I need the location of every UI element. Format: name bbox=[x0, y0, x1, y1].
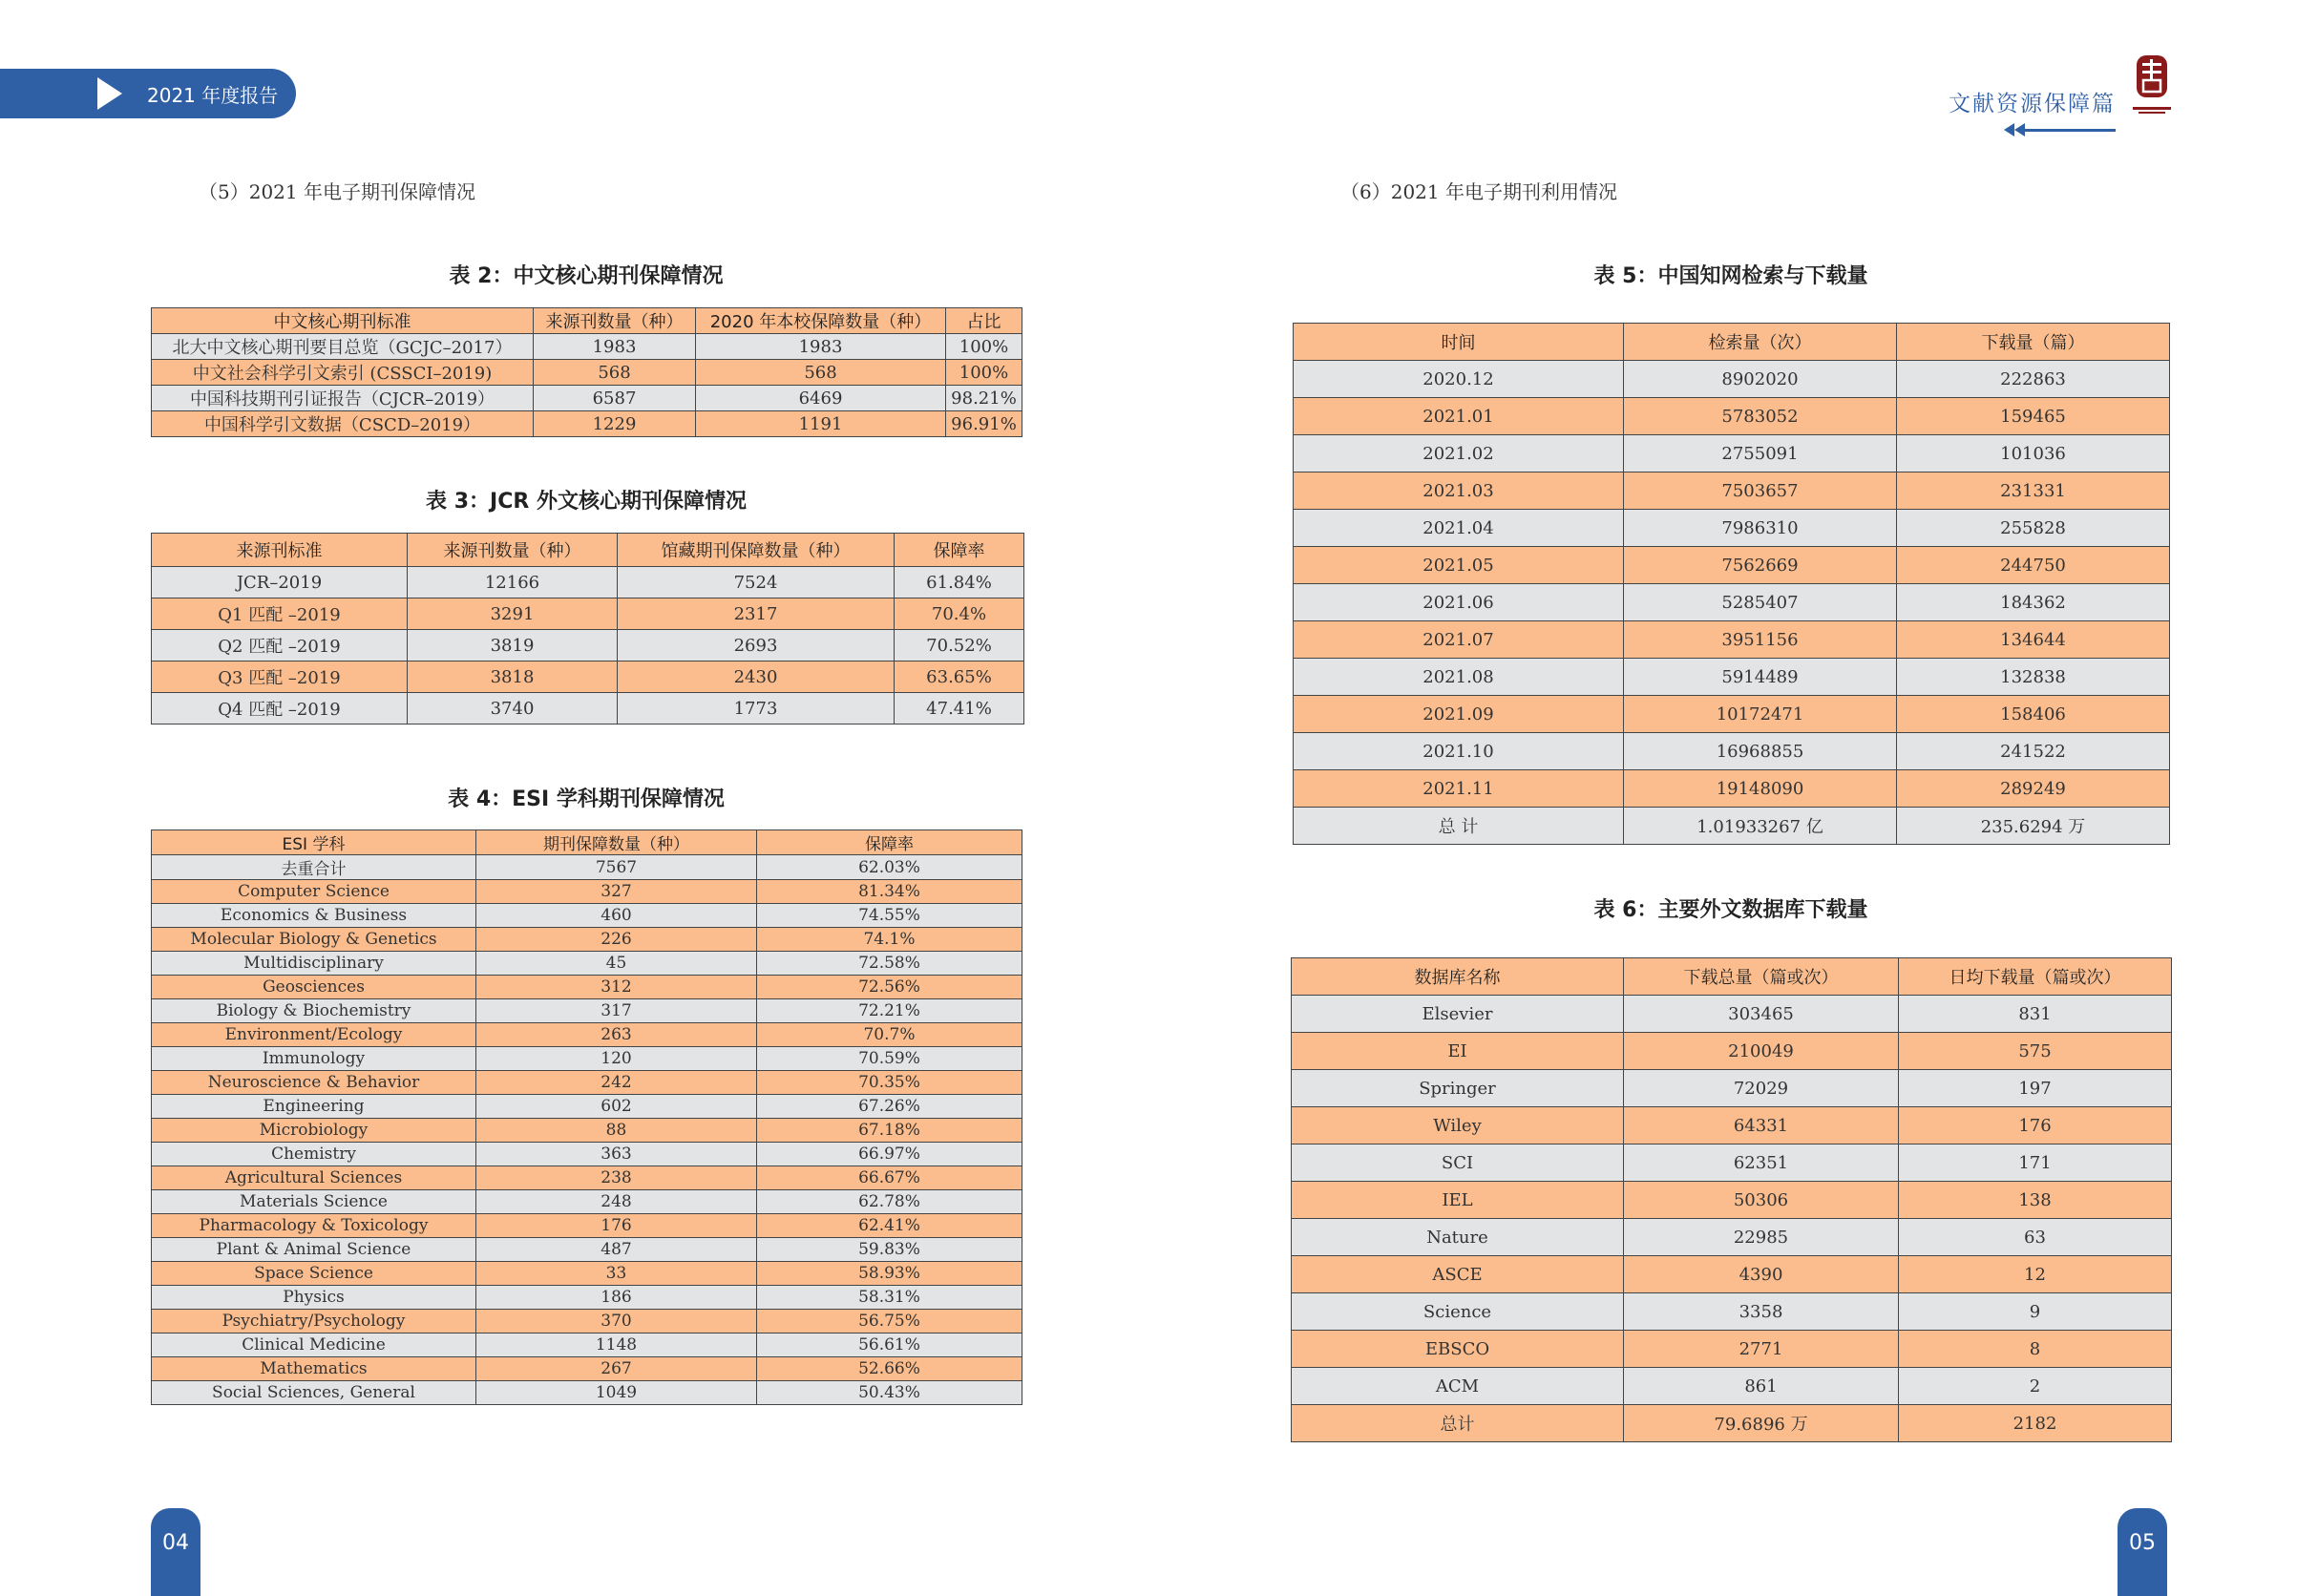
table-cell: 176 bbox=[476, 1214, 757, 1238]
table-cell: 70.59% bbox=[757, 1047, 1022, 1071]
table-cell: 134644 bbox=[1897, 621, 2170, 659]
table-cell: 5914489 bbox=[1624, 659, 1897, 696]
table-cell: 58.31% bbox=[757, 1286, 1022, 1310]
table-cell: 158406 bbox=[1897, 696, 2170, 733]
table-row bbox=[152, 386, 1022, 411]
table-cell: Materials Science bbox=[152, 1190, 476, 1214]
table-cell: 226 bbox=[476, 928, 757, 952]
table-cell: 238 bbox=[476, 1166, 757, 1190]
table-cell: Multidisciplinary bbox=[152, 952, 476, 976]
table-header-row bbox=[1294, 324, 2170, 361]
table-row bbox=[152, 1310, 1022, 1334]
table-cell: 北大中文核心期刊要目总览（GCJC–2017） bbox=[152, 334, 534, 360]
table-row bbox=[1292, 1256, 2172, 1293]
table-cell: 2021.05 bbox=[1294, 547, 1624, 584]
table-cell: Plant & Animal Science bbox=[152, 1238, 476, 1262]
table-cell: Physics bbox=[152, 1286, 476, 1310]
table-row bbox=[1294, 510, 2170, 547]
table-row bbox=[152, 1214, 1022, 1238]
table-cell: 1983 bbox=[696, 334, 946, 360]
table-row bbox=[1294, 398, 2170, 435]
table-header-row bbox=[1292, 958, 2172, 996]
table-cell: 3740 bbox=[408, 693, 618, 724]
table-cell: IEL bbox=[1292, 1182, 1624, 1219]
table-cell: 235.6294 万 bbox=[1897, 808, 2170, 845]
page-number-right: 05 bbox=[2118, 1508, 2167, 1596]
table-row bbox=[1294, 435, 2170, 472]
table-cell: Economics & Business bbox=[152, 904, 476, 928]
table-cell: 50.43% bbox=[757, 1381, 1022, 1405]
table-row bbox=[1294, 584, 2170, 621]
table-row bbox=[152, 360, 1022, 386]
table-row bbox=[1292, 1293, 2172, 1331]
table-cell: 72029 bbox=[1624, 1070, 1899, 1107]
back-arrow-icon bbox=[1949, 123, 2116, 136]
table-cell: 63.65% bbox=[895, 662, 1024, 693]
play-arrow-icon bbox=[97, 77, 122, 110]
table-cell: 88 bbox=[476, 1119, 757, 1143]
table-row bbox=[1292, 1070, 2172, 1107]
table-cell: 831 bbox=[1899, 996, 2172, 1033]
table-cell: 56.61% bbox=[757, 1334, 1022, 1357]
table-cell: JCR–2019 bbox=[152, 567, 408, 598]
table-cell: 210049 bbox=[1624, 1033, 1899, 1070]
table-cell: 74.55% bbox=[757, 904, 1022, 928]
table-cell: 197 bbox=[1899, 1070, 2172, 1107]
table-cell: 1229 bbox=[534, 411, 696, 437]
table-row bbox=[1294, 808, 2170, 845]
table-cell: 159465 bbox=[1897, 398, 2170, 435]
table-cell: 58.93% bbox=[757, 1262, 1022, 1286]
column-header: 期刊保障数量（种） bbox=[476, 830, 757, 855]
table-cell: 2021.04 bbox=[1294, 510, 1624, 547]
table-cell: 267 bbox=[476, 1357, 757, 1381]
table-cell: 575 bbox=[1899, 1033, 2172, 1070]
table-cell: 255828 bbox=[1897, 510, 2170, 547]
table-cell: Mathematics bbox=[152, 1357, 476, 1381]
table-cell: 176 bbox=[1899, 1107, 2172, 1144]
table-row bbox=[152, 1119, 1022, 1143]
table-cell: 370 bbox=[476, 1310, 757, 1334]
table-cell: SCI bbox=[1292, 1144, 1624, 1182]
table-row bbox=[152, 1381, 1022, 1405]
table-cell: 3819 bbox=[408, 630, 618, 662]
table-row bbox=[152, 693, 1024, 724]
column-header: ESI 学科 bbox=[152, 830, 476, 855]
table-cell: EI bbox=[1292, 1033, 1624, 1070]
table-row bbox=[152, 928, 1022, 952]
table-cell: 5783052 bbox=[1624, 398, 1897, 435]
table-cell: 去重合计 bbox=[152, 855, 476, 880]
table-cell: 62.03% bbox=[757, 855, 1022, 880]
table-cell: 22985 bbox=[1624, 1219, 1899, 1256]
table-cell: 2021.01 bbox=[1294, 398, 1624, 435]
table-cell: 59.83% bbox=[757, 1238, 1022, 1262]
table-cell: Elsevier bbox=[1292, 996, 1624, 1033]
table-cell: 1.01933267 亿 bbox=[1624, 808, 1897, 845]
table-cell: Agricultural Sciences bbox=[152, 1166, 476, 1190]
table-cell: 67.18% bbox=[757, 1119, 1022, 1143]
table4 bbox=[151, 830, 1022, 1405]
report-label: 2021 年度报告 bbox=[147, 83, 279, 107]
table-row bbox=[152, 1334, 1022, 1357]
section-title: 文献资源保障篇 bbox=[1949, 92, 2116, 116]
table-row bbox=[152, 904, 1022, 928]
table-cell: 66.97% bbox=[757, 1143, 1022, 1166]
table-row bbox=[1294, 659, 2170, 696]
table-cell: Chemistry bbox=[152, 1143, 476, 1166]
table-cell: 3818 bbox=[408, 662, 618, 693]
table-cell: 2430 bbox=[618, 662, 895, 693]
column-header: 2020 年本校保障数量（种） bbox=[696, 308, 946, 334]
column-header: 保障率 bbox=[895, 534, 1024, 567]
table-cell: 6469 bbox=[696, 386, 946, 411]
table-cell: Biology & Biochemistry bbox=[152, 999, 476, 1023]
table-cell: 4390 bbox=[1624, 1256, 1899, 1293]
table-header-row bbox=[152, 308, 1022, 334]
table-cell: 总 计 bbox=[1294, 808, 1624, 845]
table-row bbox=[1292, 1033, 2172, 1070]
table-row bbox=[152, 662, 1024, 693]
column-header: 下载量（篇） bbox=[1897, 324, 2170, 361]
table-cell: 2693 bbox=[618, 630, 895, 662]
table-cell: 132838 bbox=[1897, 659, 2170, 696]
table2 bbox=[151, 307, 1022, 437]
table-row bbox=[1292, 1405, 2172, 1442]
table3 bbox=[151, 533, 1024, 724]
table-row bbox=[1294, 472, 2170, 510]
table-cell: Pharmacology & Toxicology bbox=[152, 1214, 476, 1238]
table-cell: 2317 bbox=[618, 598, 895, 630]
table-cell: 中文社会科学引文索引 (CSSCI–2019) bbox=[152, 360, 534, 386]
table-cell: 70.7% bbox=[757, 1023, 1022, 1047]
table-header-row bbox=[152, 830, 1022, 855]
table-cell: Environment/Ecology bbox=[152, 1023, 476, 1047]
table-cell: 6587 bbox=[534, 386, 696, 411]
table-row bbox=[152, 1143, 1022, 1166]
table-cell: 2020.12 bbox=[1294, 361, 1624, 398]
table-row bbox=[1294, 770, 2170, 808]
table-cell: Wiley bbox=[1292, 1107, 1624, 1144]
table-cell: 312 bbox=[476, 976, 757, 999]
table-cell: 45 bbox=[476, 952, 757, 976]
table-row bbox=[152, 1357, 1022, 1381]
column-header: 数据库名称 bbox=[1292, 958, 1624, 996]
table-row bbox=[1294, 696, 2170, 733]
table-cell: 244750 bbox=[1897, 547, 2170, 584]
table-cell: Space Science bbox=[152, 1262, 476, 1286]
table-cell: 3291 bbox=[408, 598, 618, 630]
table-cell: 222863 bbox=[1897, 361, 2170, 398]
table-row bbox=[152, 1071, 1022, 1095]
table-cell: 72.56% bbox=[757, 976, 1022, 999]
column-header: 来源刊数量（种） bbox=[534, 308, 696, 334]
table-row bbox=[152, 880, 1022, 904]
table-cell: 2021.11 bbox=[1294, 770, 1624, 808]
report-tab bbox=[0, 69, 296, 118]
table-cell: 52.66% bbox=[757, 1357, 1022, 1381]
table-cell: 7567 bbox=[476, 855, 757, 880]
table-row bbox=[152, 1095, 1022, 1119]
table-cell: Springer bbox=[1292, 1070, 1624, 1107]
table-cell: ASCE bbox=[1292, 1256, 1624, 1293]
table-cell: 50306 bbox=[1624, 1182, 1899, 1219]
table-cell: 100% bbox=[946, 334, 1022, 360]
table-row bbox=[152, 1166, 1022, 1190]
table-cell: 1983 bbox=[534, 334, 696, 360]
table-cell: 56.75% bbox=[757, 1310, 1022, 1334]
table-cell: 2755091 bbox=[1624, 435, 1897, 472]
table-cell: 62.41% bbox=[757, 1214, 1022, 1238]
table-cell: Q2 匹配 –2019 bbox=[152, 630, 408, 662]
table-cell: Molecular Biology & Genetics bbox=[152, 928, 476, 952]
table-cell: 81.34% bbox=[757, 880, 1022, 904]
table-cell: 2182 bbox=[1899, 1405, 2172, 1442]
table-cell: Microbiology bbox=[152, 1119, 476, 1143]
library-seal-logo bbox=[2131, 53, 2173, 116]
table-row bbox=[152, 855, 1022, 880]
table-row bbox=[152, 411, 1022, 437]
table-cell: 8 bbox=[1899, 1331, 2172, 1368]
table-cell: 568 bbox=[534, 360, 696, 386]
table-row bbox=[1292, 1182, 2172, 1219]
table-cell: 241522 bbox=[1897, 733, 2170, 770]
table-cell: 63 bbox=[1899, 1219, 2172, 1256]
table-cell: 9 bbox=[1899, 1293, 2172, 1331]
table-row bbox=[1292, 1368, 2172, 1405]
table-cell: 1049 bbox=[476, 1381, 757, 1405]
table-cell: 487 bbox=[476, 1238, 757, 1262]
table-cell: 2021.03 bbox=[1294, 472, 1624, 510]
table-cell: Immunology bbox=[152, 1047, 476, 1071]
table-cell: Q3 匹配 –2019 bbox=[152, 662, 408, 693]
table-cell: 72.58% bbox=[757, 952, 1022, 976]
table-cell: Nature bbox=[1292, 1219, 1624, 1256]
table-cell: 74.1% bbox=[757, 928, 1022, 952]
table-row bbox=[1292, 1107, 2172, 1144]
table-row bbox=[152, 1262, 1022, 1286]
table-row bbox=[1292, 1219, 2172, 1256]
table-cell: 460 bbox=[476, 904, 757, 928]
table-cell: 98.21% bbox=[946, 386, 1022, 411]
table-cell: 100% bbox=[946, 360, 1022, 386]
table-cell: 171 bbox=[1899, 1144, 2172, 1182]
table6 bbox=[1291, 957, 2172, 1442]
table-cell: 72.21% bbox=[757, 999, 1022, 1023]
table-cell: 248 bbox=[476, 1190, 757, 1214]
table-cell: 8902020 bbox=[1624, 361, 1897, 398]
table-cell: 138 bbox=[1899, 1182, 2172, 1219]
table-cell: 101036 bbox=[1897, 435, 2170, 472]
table-row bbox=[152, 1023, 1022, 1047]
column-header: 日均下载量（篇或次） bbox=[1899, 958, 2172, 996]
right-section-heading: （6）2021 年电子期刊利用情况 bbox=[1340, 180, 1617, 203]
table-cell: Geosciences bbox=[152, 976, 476, 999]
table-cell: Psychiatry/Psychology bbox=[152, 1310, 476, 1334]
table-cell: 5285407 bbox=[1624, 584, 1897, 621]
table-cell: 3951156 bbox=[1624, 621, 1897, 659]
table-cell: 66.67% bbox=[757, 1166, 1022, 1190]
column-header: 馆藏期刊保障数量（种） bbox=[618, 534, 895, 567]
table-cell: 2021.07 bbox=[1294, 621, 1624, 659]
table-row bbox=[152, 1238, 1022, 1262]
table-cell: ACM bbox=[1292, 1368, 1624, 1405]
table-row bbox=[152, 952, 1022, 976]
table-cell: 1191 bbox=[696, 411, 946, 437]
table-row bbox=[152, 976, 1022, 999]
table-row bbox=[1294, 621, 2170, 659]
table-cell: 263 bbox=[476, 1023, 757, 1047]
table-cell: 289249 bbox=[1897, 770, 2170, 808]
table-cell: 186 bbox=[476, 1286, 757, 1310]
section-header bbox=[1949, 86, 2116, 136]
table-cell: 10172471 bbox=[1624, 696, 1897, 733]
table-cell: 64331 bbox=[1624, 1107, 1899, 1144]
table-cell: Science bbox=[1292, 1293, 1624, 1331]
column-header: 中文核心期刊标准 bbox=[152, 308, 534, 334]
table-row bbox=[1294, 547, 2170, 584]
table5-caption: 表 5：中国知网检索与下载量 bbox=[1593, 264, 1868, 288]
column-header: 保障率 bbox=[757, 830, 1022, 855]
table-cell: 33 bbox=[476, 1262, 757, 1286]
table-cell: 242 bbox=[476, 1071, 757, 1095]
table-cell: 1773 bbox=[618, 693, 895, 724]
table-cell: 3358 bbox=[1624, 1293, 1899, 1331]
table-row bbox=[152, 334, 1022, 360]
table-cell: 12 bbox=[1899, 1256, 2172, 1293]
table-cell: 231331 bbox=[1897, 472, 2170, 510]
table-cell: 327 bbox=[476, 880, 757, 904]
table6-caption: 表 6：主要外文数据库下载量 bbox=[1593, 898, 1868, 922]
table-cell: 2771 bbox=[1624, 1331, 1899, 1368]
table-cell: 中国科学引文数据（CSCD–2019） bbox=[152, 411, 534, 437]
table-cell: 7503657 bbox=[1624, 472, 1897, 510]
table-row bbox=[152, 567, 1024, 598]
table-cell: 7562669 bbox=[1624, 547, 1897, 584]
table-row bbox=[1294, 361, 2170, 398]
table-cell: 16968855 bbox=[1624, 733, 1897, 770]
table-cell: 70.52% bbox=[895, 630, 1024, 662]
page-number-left: 04 bbox=[151, 1508, 200, 1596]
table-cell: 96.91% bbox=[946, 411, 1022, 437]
column-header: 检索量（次） bbox=[1624, 324, 1897, 361]
table-cell: EBSCO bbox=[1292, 1331, 1624, 1368]
column-header: 占比 bbox=[946, 308, 1022, 334]
table-row bbox=[152, 1286, 1022, 1310]
table-cell: 67.26% bbox=[757, 1095, 1022, 1119]
table-cell: 47.41% bbox=[895, 693, 1024, 724]
table-row bbox=[1292, 1331, 2172, 1368]
table-cell: 1148 bbox=[476, 1334, 757, 1357]
table3-caption: 表 3：JCR 外文核心期刊保障情况 bbox=[426, 490, 747, 514]
table-row bbox=[152, 999, 1022, 1023]
table-cell: 61.84% bbox=[895, 567, 1024, 598]
table-row bbox=[152, 630, 1024, 662]
table4-caption: 表 4：ESI 学科期刊保障情况 bbox=[448, 788, 725, 811]
table-cell: 303465 bbox=[1624, 996, 1899, 1033]
table-cell: 2021.06 bbox=[1294, 584, 1624, 621]
table2-caption: 表 2：中文核心期刊保障情况 bbox=[449, 264, 724, 288]
table-cell: 2021.09 bbox=[1294, 696, 1624, 733]
table-cell: 7986310 bbox=[1624, 510, 1897, 547]
table-cell: Computer Science bbox=[152, 880, 476, 904]
table-cell: 602 bbox=[476, 1095, 757, 1119]
table-cell: 184362 bbox=[1897, 584, 2170, 621]
table-cell: 中国科技期刊引证报告（CJCR–2019） bbox=[152, 386, 534, 411]
table-row bbox=[1292, 1144, 2172, 1182]
column-header: 时间 bbox=[1294, 324, 1624, 361]
table-cell: 2 bbox=[1899, 1368, 2172, 1405]
table-cell: 363 bbox=[476, 1143, 757, 1166]
column-header: 来源刊标准 bbox=[152, 534, 408, 567]
table-cell: Neuroscience & Behavior bbox=[152, 1071, 476, 1095]
table-cell: Clinical Medicine bbox=[152, 1334, 476, 1357]
table-cell: 861 bbox=[1624, 1368, 1899, 1405]
table-row bbox=[152, 1190, 1022, 1214]
table-cell: 568 bbox=[696, 360, 946, 386]
table-row bbox=[152, 598, 1024, 630]
table-cell: Q1 匹配 –2019 bbox=[152, 598, 408, 630]
table-cell: 12166 bbox=[408, 567, 618, 598]
table-cell: 7524 bbox=[618, 567, 895, 598]
table-cell: 2021.10 bbox=[1294, 733, 1624, 770]
table-cell: 62351 bbox=[1624, 1144, 1899, 1182]
table-cell: 120 bbox=[476, 1047, 757, 1071]
left-section-heading: （5）2021 年电子期刊保障情况 bbox=[199, 180, 475, 203]
table-row bbox=[1294, 733, 2170, 770]
table5 bbox=[1293, 323, 2170, 845]
table-cell: 总计 bbox=[1292, 1405, 1624, 1442]
table-cell: 70.35% bbox=[757, 1071, 1022, 1095]
table-cell: 2021.08 bbox=[1294, 659, 1624, 696]
table-header-row bbox=[152, 534, 1024, 567]
column-header: 来源刊数量（种） bbox=[408, 534, 618, 567]
table-cell: 317 bbox=[476, 999, 757, 1023]
table-cell: 19148090 bbox=[1624, 770, 1897, 808]
column-header: 下载总量（篇或次） bbox=[1624, 958, 1899, 996]
table-row bbox=[1292, 996, 2172, 1033]
table-cell: Q4 匹配 –2019 bbox=[152, 693, 408, 724]
table-cell: 79.6896 万 bbox=[1624, 1405, 1899, 1442]
table-cell: Social Sciences, General bbox=[152, 1381, 476, 1405]
table-cell: 2021.02 bbox=[1294, 435, 1624, 472]
table-cell: 70.4% bbox=[895, 598, 1024, 630]
table-cell: Engineering bbox=[152, 1095, 476, 1119]
table-row bbox=[152, 1047, 1022, 1071]
table-cell: 62.78% bbox=[757, 1190, 1022, 1214]
